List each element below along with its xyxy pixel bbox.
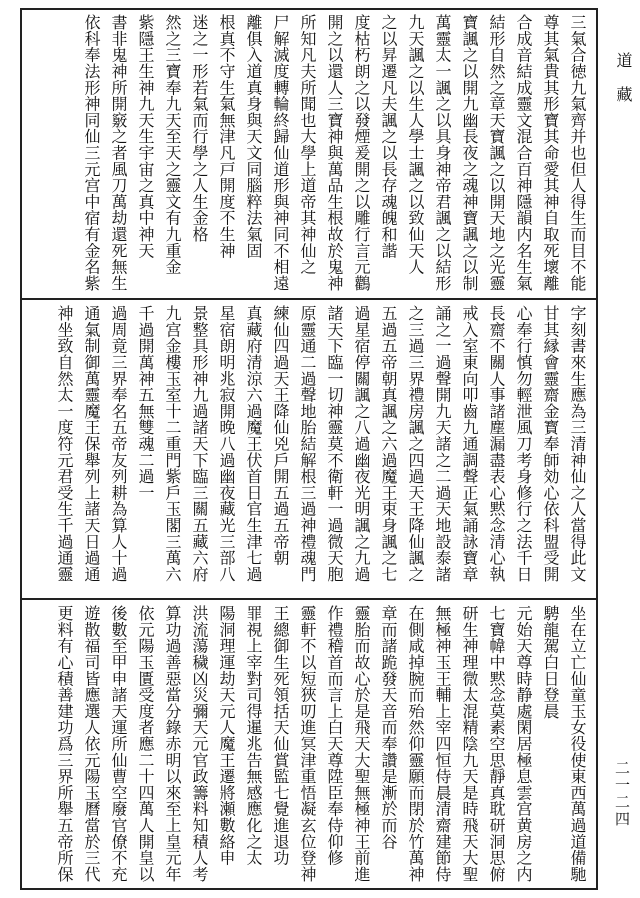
text-column: 過星宿停關諷之八過幽夜光明諷之九過 bbox=[352, 305, 371, 583]
text-column: 之三過三界禮房諷之四過天王降仙諷之 bbox=[406, 305, 425, 583]
text-column: 合成音結成靈文混合百神隱韻内名生氣 bbox=[514, 14, 533, 292]
text-column: 千過開萬神五無雙魂二過一 bbox=[136, 305, 155, 501]
text-column: 元始天尊時静處閑居極息雲宫黄房之内 bbox=[514, 605, 533, 883]
text-column: 所知凡夫所聞也大學上道帝其神仙之 bbox=[298, 14, 317, 275]
text-column: 坐在立亡仙童玉女役使東西萬過道備馳 bbox=[568, 605, 587, 883]
margin-title: 道藏 bbox=[614, 52, 633, 120]
text-column: 研生神理微太混精陰九天是時飛天大聖 bbox=[460, 605, 479, 883]
text-column: 依元陽玉匱受度者應二十四萬人開皇以 bbox=[136, 605, 155, 883]
text-column: 離俱入道真身與天文同腦粹法氣固 bbox=[244, 14, 263, 259]
text-column: 結形自然之章天寶諷之以開天地之光靈 bbox=[487, 14, 506, 292]
text-column: 章而諸跪發天音而奉讚是漸於而谷 bbox=[379, 605, 398, 850]
text-column: 神坐致自然太一度符元君受生千過通靈 bbox=[55, 305, 74, 583]
text-column: 戒入室東向叩齒九通調聲正氣誦詠寶章 bbox=[460, 305, 479, 583]
text-column: 三氣合徳九氣齊并也但人得生而目不能 bbox=[568, 14, 587, 292]
text-column: 紫隱王生神九天生宇宙之真中神天 bbox=[136, 14, 155, 259]
text-column: 迷之一形若氣而行學之人生金格 bbox=[190, 14, 209, 243]
text-column: 真藏府清涼六過魔王伏首日官生津七過 bbox=[244, 305, 263, 583]
text-column: 度枯朽朗之以發煙爰開之以雕行言元鸛 bbox=[352, 14, 371, 292]
text-column: 靈軒不以短狹叨進冥津重悟凝玄位登神 bbox=[298, 605, 317, 883]
panel-upper-columns bbox=[77, 14, 590, 294]
text-column: 無極神玉王輔上宰四恒侍晨清齋建節侍 bbox=[433, 605, 452, 883]
text-column: 尸解滅度轉輪終歸仙道形與神同不相遠 bbox=[271, 14, 290, 292]
text-column: 算功過善惡當分錄赤明以來至上皇元年 bbox=[163, 605, 182, 883]
panel-divider-lower bbox=[20, 598, 598, 600]
text-column: 罪視上宰對司得暹兆告無感應化之太 bbox=[244, 605, 263, 866]
text-column: 九宫金樓玉室十二重門紫戶玉閣三萬六 bbox=[163, 305, 182, 583]
text-column: 王總御生死領括天仙賞監七覺進退功 bbox=[271, 605, 290, 866]
text-column: 之以昇遷凡夫諷之以長存魂魄和諧 bbox=[379, 14, 398, 259]
text-column: 書非鬼神所開竅之者風刀萬劫還死無生 bbox=[109, 14, 128, 292]
panel-middle bbox=[30, 305, 590, 593]
panel-upper bbox=[30, 14, 590, 294]
text-column: 開之以還人三寶神與萬品生根故於鬼神 bbox=[325, 14, 344, 292]
text-column: 後數至甲申諸天運所仙曹空廢官僚不充 bbox=[109, 605, 128, 883]
text-column: 甘其縁會靈齋金寳奉師効心依科盟受開 bbox=[541, 305, 560, 583]
text-column: 騁龍駕白日登晨 bbox=[541, 605, 560, 720]
text-column: 字刻書來生應為三清神仙之人當得此文 bbox=[568, 305, 587, 583]
text-column: 長齋不關人事諸塵漏盡表心黙念清心執 bbox=[487, 305, 506, 583]
text-column: 洪流蕩穢凶災彌天元官政籌料知積人考 bbox=[190, 605, 209, 883]
text-column: 七寶幃中黙念莫素空思靜真耽研洞思俯 bbox=[487, 605, 506, 883]
text-column: 在側咸掉腕而殆然仰靈願而閉於竹萬神 bbox=[406, 605, 425, 883]
text-column: 通氣制御萬靈魔王保舉列上諸天日過通 bbox=[82, 305, 101, 583]
text-column: 靈胎而故心於是飛天大聖無極神王前進 bbox=[352, 605, 371, 883]
panel-lower bbox=[30, 605, 590, 885]
panel-lower-columns bbox=[50, 605, 590, 885]
text-column: 景整具形神九過諸天下臨三關五藏六府 bbox=[190, 305, 209, 583]
page-number: 二一二四 bbox=[613, 760, 631, 828]
text-column: 萬靈太一諷之以具身神帝君諷之以結形 bbox=[433, 14, 452, 292]
text-column: 星宿朗明兆寂開晚八過幽夜藏光三部八 bbox=[217, 305, 236, 583]
text-column: 根真不守生氣無津凡戸開度不生神 bbox=[217, 14, 236, 259]
text-column: 誦之一過聲開九天諸之二過天地設泰諸 bbox=[433, 305, 452, 583]
panel-middle-columns bbox=[50, 305, 590, 593]
panel-divider-upper bbox=[20, 298, 598, 300]
text-column: 依科奉法形神同仙三元宫中宿有金名紫 bbox=[82, 14, 101, 292]
text-column: 過周竟三界奉名五帝友列耕為算人十過 bbox=[109, 305, 128, 583]
text-column: 九天諷之以生人學士諷之以致仙天人 bbox=[406, 14, 425, 275]
text-column: 作禮稽首而言上白天尊陞臣奉侍仰修 bbox=[325, 605, 344, 866]
text-column: 心奉行慎勿輕泄風刀考身修行之法千日 bbox=[514, 305, 533, 583]
text-column: 更料有心積善建功爲三界所舉五帝所保 bbox=[55, 605, 74, 883]
text-column: 然之三寶奉九天至天之靈文有九重金 bbox=[163, 14, 182, 275]
text-column: 遊散福司皆應選人依元陽玉曆當於三代 bbox=[82, 605, 101, 883]
text-column: 寶諷之以開九幽長夜之魂神寶諷之以制 bbox=[460, 14, 479, 292]
text-column: 諸天下臨一切神靈莫不衛軒一過微天胞 bbox=[325, 305, 344, 583]
text-column: 原靈通二過聲地胎結解根三過神禮魂門 bbox=[298, 305, 317, 583]
text-column: 五過五帝朝真諷之六過魔王束身諷之七 bbox=[379, 305, 398, 583]
text-column: 尊其氣貴其形寶其命愛其神自取死壞離 bbox=[541, 14, 560, 292]
text-column: 陽洞理運劫天元人魔王遷將瀬數絡申 bbox=[217, 605, 236, 866]
text-column: 練仙四過天王降仙兇戶開五過五帝朝 bbox=[271, 305, 290, 566]
